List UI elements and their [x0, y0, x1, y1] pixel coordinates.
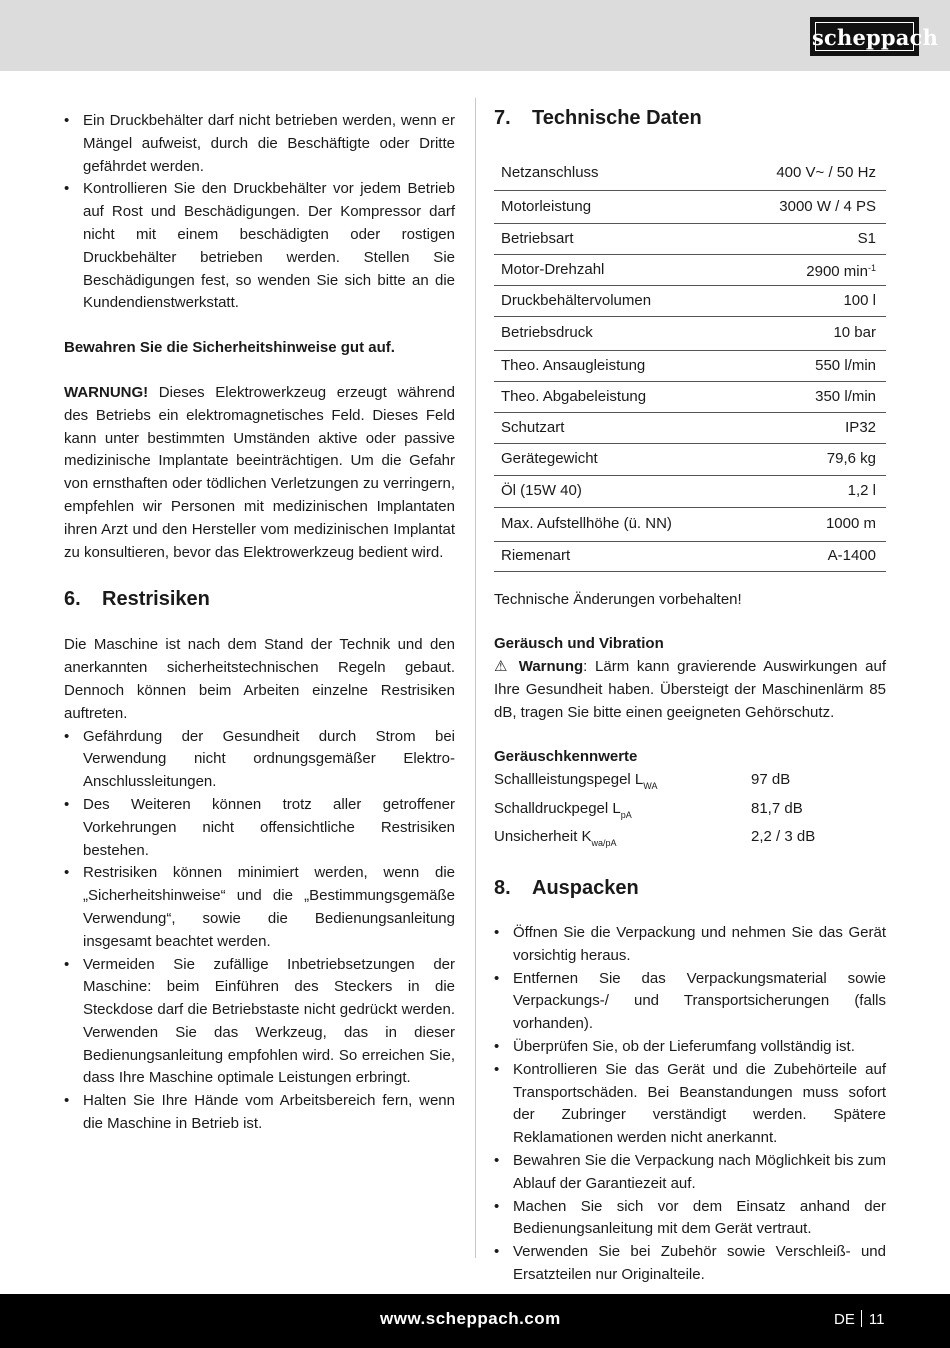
noise-label-subscript: wa/pA [591, 838, 617, 849]
technical-changes-note: Technische Änderungen vorbehalten! [494, 590, 742, 608]
noise-value-row [494, 826, 886, 855]
spec-value: 400 V~ / 50 Hz [736, 157, 886, 190]
spec-label: Betriebsart [494, 223, 736, 254]
list-item: • Des Weiteren können trotz aller getroffener Vorkehrungen nicht offensichtliche Restrisiken bestehen. [64, 794, 455, 862]
spec-label: Öl (15W 40) [494, 475, 736, 507]
section-heading-7 [494, 104, 886, 132]
noise-label-text: Schalldruckpegel L [494, 799, 621, 817]
table-row [494, 541, 886, 571]
noise-label-text: Unsicherheit K [494, 828, 592, 846]
list-item: • Halten Sie Ihre Hände vom Arbeitsbereich fern, wenn die Maschine in Betrieb ist. [64, 1090, 455, 1136]
spec-value [736, 254, 886, 285]
section-heading-6 [64, 585, 455, 613]
spec-label: Max. Aufstellhöhe (ü. NN) [494, 507, 736, 541]
page-separator [861, 1310, 862, 1327]
spec-label: Druckbehältervolumen [494, 285, 736, 316]
section-heading-8 [494, 874, 886, 902]
table-row [494, 412, 886, 443]
technical-data-table [494, 157, 886, 572]
warning-text: Dieses Elektrowerkzeug erzeugt während des Betriebs ein elektromagnetisches Feld. Dieses Feld kann unter bestimmten Umständen aktive oder passive medizinische Implantate beeinträchtigen. Um die Gefahr von ernsthaften oder tödlichen Verletzungen zu verringern, empfehlen wir Personen mit medizinischen Implantaten ihren Arzt und den Hersteller vom medizinischen Implantat zu konsultieren, bevor das Elektrowerkzeug bedient wird. [64, 383, 455, 561]
table-row [494, 223, 886, 254]
table-row [494, 285, 886, 316]
list-item: • Restrisiken können minimiert werden, wenn die „Sicherheitshinweise“ und die „Bestimmungsgemäße Verwendung“, sowie die Bedienungsanleitung insgesamt beachtet werden. [64, 862, 455, 953]
spec-value: 100 l [736, 285, 886, 316]
spec-value: 3000 W / 4 PS [736, 190, 886, 223]
page-number: 11 [868, 1311, 885, 1328]
spec-value: 10 bar [736, 316, 886, 350]
spec-label: Betriebsdruck [494, 316, 736, 350]
spec-label: Riemenart [494, 541, 736, 571]
table-row [494, 190, 886, 223]
table-row [494, 475, 886, 507]
table-row [494, 443, 886, 475]
list-item: • Machen Sie sich vor dem Einsatz anhand der Bedienungsanleitung mit dem Gerät vertraut. [494, 1196, 886, 1242]
spec-value: 350 l/min [736, 381, 886, 412]
section-intro: Die Maschine ist nach dem Stand der Technik und den anerkannten sicherheitstechnischen Regeln gebaut. Dennoch können beim Arbeiten einzelne Restrisiken auftreten. [64, 636, 455, 722]
keep-instructions-note: Bewahren Sie die Sicherheitshinweise gut auf. [64, 339, 395, 357]
section-number: 8. [494, 877, 511, 900]
noise-heading: Geräusch und Vibration [494, 635, 664, 653]
section-number: 7. [494, 107, 511, 129]
brand-logo: scheppach [810, 17, 919, 56]
language-code: DE [834, 1311, 855, 1328]
noise-label-text: Schallleistungspegel L [494, 771, 644, 789]
spec-value: IP32 [736, 412, 886, 443]
noise-label-subscript: WA [643, 781, 658, 792]
section-title: Technische Daten [532, 107, 702, 129]
list-item: • Entfernen Sie das Verpackungsmaterial sowie Verpackungs-/ und Transportsicherungen (falls vorhanden). [494, 968, 886, 1036]
spec-label: Theo. Ansaugleistung [494, 350, 736, 381]
warning-label: WARNUNG! [64, 383, 149, 401]
spec-value: S1 [736, 223, 886, 254]
spec-value: 79,6 kg [736, 443, 886, 475]
table-row [494, 381, 886, 412]
list-item: • Bewahren Sie die Verpackung nach Möglichkeit bis zum Ablauf der Garantiezeit auf. [494, 1150, 886, 1196]
left-column [64, 110, 455, 1136]
noise-value: 81,7 dB [751, 799, 803, 817]
list-item: • Kontrollieren Sie das Gerät und die Zubehörteile auf Transportschäden. Bei Beanstandungen muss sofort der Zubringer verständigt werden. Spätere Reklamationen werden nicht anerkannt. [494, 1059, 886, 1150]
right-column [494, 104, 886, 1287]
safety-bullet-list [64, 110, 455, 315]
section-number: 6. [64, 588, 81, 611]
warning-paragraph [64, 382, 455, 564]
noise-label-subscript: pA [620, 809, 632, 820]
noise-value-row [494, 769, 886, 798]
unpacking-list [494, 922, 886, 1287]
list-item: • Vermeiden Sie zufällige Inbetriebsetzungen der Maschine: beim Einführen des Steckers in die Steckdose darf die Betriebstaste nicht gedrückt werden. Verwenden Sie das Werkzeug, das in dieser Bedienungsanleitung empfohlen wird. So erreichen Sie, dass Ihre Maschine optimale Leistungen erbringt. [64, 954, 455, 1091]
list-item: • Gefährdung der Gesundheit durch Strom bei Verwendung nicht ordnungsgemäßer Elektro-Anschlussleitungen. [64, 726, 455, 794]
table-row [494, 507, 886, 541]
list-item: • Überprüfen Sie, ob der Lieferumfang vollständig ist. [494, 1036, 886, 1059]
spec-value: 1000 m [736, 507, 886, 541]
list-item: • Verwenden Sie bei Zubehör sowie Verschleiß- und Ersatzteilen nur Originalteile. [494, 1241, 886, 1287]
noise-warning-text: : Lärm kann gravierende Auswirkungen auf Ihre Gesundheit haben. Übersteigt der Maschinenlärm 85 dB, tragen Sie bitte einen geeigneten Gehörschutz. [494, 658, 887, 721]
section-title: Restrisiken [102, 588, 210, 611]
spec-label: Motorleistung [494, 190, 736, 223]
spec-value-text: 2900 min [806, 262, 868, 280]
noise-values-heading: Geräuschkennwerte [494, 748, 638, 766]
residual-risk-list [64, 726, 455, 1136]
spec-value: 550 l/min [736, 350, 886, 381]
noise-value-row [494, 798, 886, 827]
footer-bar [0, 1294, 950, 1348]
noise-value: 2,2 / 3 dB [751, 828, 816, 846]
spec-label: Theo. Abgabeleistung [494, 381, 736, 412]
spec-value: 1,2 l [736, 475, 886, 507]
spec-label: Motor-Drehzahl [494, 254, 736, 285]
noise-value-label [494, 826, 751, 855]
list-item: • Ein Druckbehälter darf nicht betrieben werden, wenn er Mängel aufweist, durch die Beschäftigte oder Dritte gefährdet werden. [64, 110, 455, 178]
spec-value: A-1400 [736, 541, 886, 571]
noise-values-list [494, 769, 886, 855]
column-divider [475, 98, 476, 1258]
table-row [494, 157, 886, 190]
table-row [494, 350, 886, 381]
spec-label: Gerätegewicht [494, 443, 736, 475]
footer-website-link[interactable]: www.scheppach.com [380, 1309, 561, 1328]
noise-warning-paragraph [494, 656, 886, 724]
spec-label: Netzanschluss [494, 157, 736, 190]
noise-value-label [494, 769, 751, 798]
list-item: • Öffnen Sie die Verpackung und nehmen Sie das Gerät vorsichtig heraus. [494, 922, 886, 968]
section-title: Auspacken [532, 877, 639, 900]
table-row [494, 254, 886, 285]
spec-value-superscript: -1 [867, 262, 876, 273]
header-band [0, 0, 950, 71]
warning-triangle-icon: ⚠ [494, 658, 511, 676]
table-row [494, 316, 886, 350]
noise-value: 97 dB [751, 771, 791, 789]
list-item: • Kontrollieren Sie den Druckbehälter vor jedem Betrieb auf Rost und Beschädigungen. Der Kompressor darf nicht mit einem beschädigten oder rostigen Druckbehälter betrieben werden. Stellen Sie Beschädigungen fest, so wenden Sie sich bitte an die Kundendienstwerkstatt. [64, 178, 455, 315]
page-indicator [834, 1310, 884, 1328]
noise-warning-label: Warnung [518, 658, 584, 676]
spec-label: Schutzart [494, 412, 736, 443]
noise-value-label [494, 798, 751, 827]
